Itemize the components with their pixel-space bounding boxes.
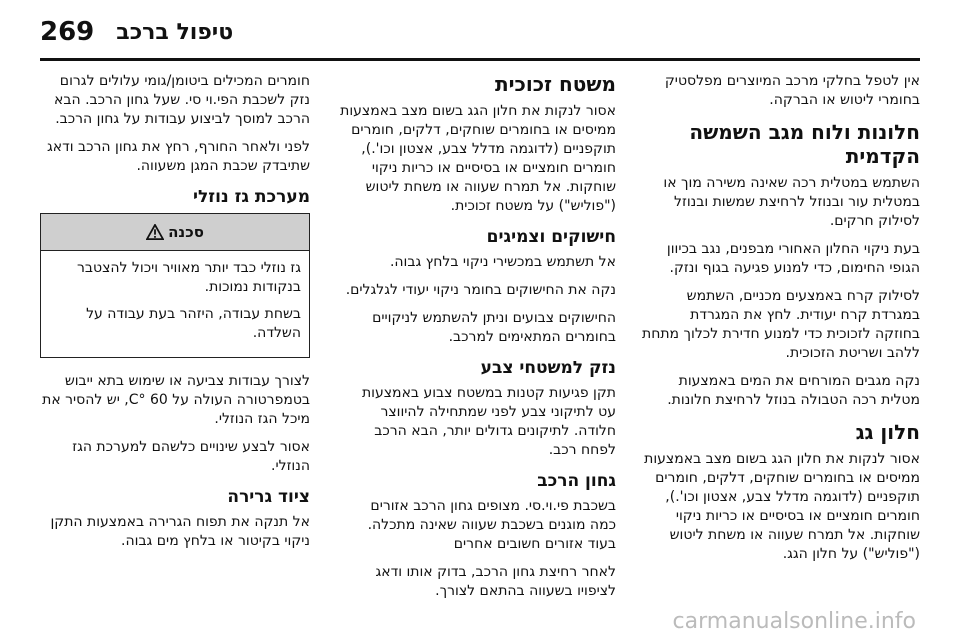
sunroof-paragraph: אסור לנקות את חלון הגג בשום מצב באמצעות ממיסים או בחומרים שוחקים, דלקים, חומרים תוקפניים (לדוגמה מדלל צבע, אצטון וכו'.), חומרים חומציים או בסיסיים או כריות ניקוי שוחקות. אל תמרח שעווה או משחת ליטוש ("פוליש") על חלון הגג. [644,451,920,562]
lpg-paragraph-2: אסור לבצע שינויים כלשהם למערכת הגז הנוזלי. [72,439,310,474]
windows-paragraph-3: לסילוק קרח באמצעים מכניים, השתמש במגרדת קרח יעודית. לחץ את המגרדת בחוזקה לזכוכית כדי למנוע חדירת לכלוך מתחת ללהב ושריטת הזכוכית. [642,288,920,361]
page-number: 269 [40,17,95,47]
danger-paragraph-1: גז נוזלי כבד יותר מאוויר ויכול להצטבר בנקודות נמוכות. [77,260,301,295]
lpg-paragraph-1: לצורך עבודות צביעה או שימוש בתא ייבוש בטמפרטורה העולה על 60 °C, יש להסיר את מיכל הגז הנוזלי. [42,373,310,427]
glass-heading: משטח זכוכית [494,72,616,96]
underbody-heading: גחון הרכב [537,471,616,491]
underbody-paragraph-1: בשכבת פי.וי.סי. מצופים גחון הרכב אזורים כמה מוגנים בשכבת שעווה שאינה מתכלה. בעוד אזורים חשובים אחרים [367,498,616,552]
wheels-paragraph-3: החישוקים צבועים וניתן להשתמש לניקויים בחומרים המתאימים למרכב. [372,310,616,345]
paint-damage-paragraph: תקן פגיעות קטנות במשטח צבוע באמצעות עט לתיקוני צבע לפני שמתחילה להיווצר חלודה. לתיקונים גדולים יותר, הבא הרכב לפחח רכב. [361,385,616,458]
sunroof-heading: חלון גג [855,420,920,444]
underbody-continued-2: לפני ולאחר החורף, רחץ את גחון הרכב ודאג שתיבדק שכבת המגן משעווה. [46,139,310,174]
paint-damage-heading: נזק למשטחי צבע [480,358,616,378]
windows-paragraph-1: השתמש במטלית רכה שאינה משירה מוך או במטלית עור ובנוזל לרחיצת שמשות ובנוזל לסילוק חרקים. [663,175,920,229]
wheels-paragraph-2: נקה את החישוקים בחומר ניקוי יעודי לגלגלים. [345,282,616,298]
wheels-heading: חישוקים וצמיגים [486,227,616,247]
danger-header [41,214,309,251]
underbody-paragraph-2: לאחר רחיצת גחון הרכב, בדוק אותו ודאג לציפויו בשעווה בהתאם לצורך. [375,564,616,599]
glass-paragraph: אסור לנקות את חלון הגג בשום מצב באמצעות ממיסים או בחומרים שוחקים, דלקים, חומרים תוקפניים (לדוגמה מדלל צבע, אצטון וכו'.), חומרים חומציים או בסיסיים או כריות ניקוי שוחקות. אל תמרח שעווה או משחת ליטוש ("פוליש") על משטח זכוכית. [340,103,616,214]
windows-heading: חלונות ולוח מגב השמשה הקדמית [689,120,920,168]
chapter-title: טיפול ברכב [116,19,234,45]
warning-triangle-icon [146,224,164,240]
towing-paragraph: אל תנקה את תפוח הגרירה באמצעות התקן ניקוי בקיטור או בלחץ מים גבוה. [50,514,310,549]
danger-box [40,213,310,358]
danger-body [41,251,309,357]
windows-paragraph-2: בעת ניקוי החלון האחורי מבפנים, נגב בכיוון הגופי החימום, כדי למנוע פגיעה בגוף ונזק. [666,241,920,276]
towing-heading: ציוד גרירה [227,487,310,507]
column-middle [340,72,616,610]
page-header [40,10,920,54]
danger-title: סכנה [168,222,204,241]
underbody-continued-1: חומרים המכילים ביטומן/גומי עלולים לגרום נזק לשכבת הפי.וי סי. שעל גחון הרכב. הבא הרכב למוסך לביצוע עבודות על גחון הרכב. [54,73,310,127]
lpg-heading: מערכת גז נוזלי [193,187,310,207]
watermark: carmanualsonline.info [672,609,916,634]
danger-paragraph-2: בשחת עבודה, היזהר בעת עבודה על השלדה. [86,306,301,341]
column-right [642,72,920,573]
column-left [40,72,310,560]
intro-paragraph: אין לטפל בחלקי מרכב המיוצרים מפלסטיק בחומרי ליטוש או הברקה. [664,73,920,108]
header-rule [40,58,920,61]
wheels-paragraph-1: אל תשתמש במכשירי ניקוי בלחץ גבוה. [389,254,616,270]
windows-paragraph-4: נקה מגבים המורחים את המים באמצעות מטלית רכה הטבולה בנוזל לרחיצת חלונות. [667,373,920,408]
